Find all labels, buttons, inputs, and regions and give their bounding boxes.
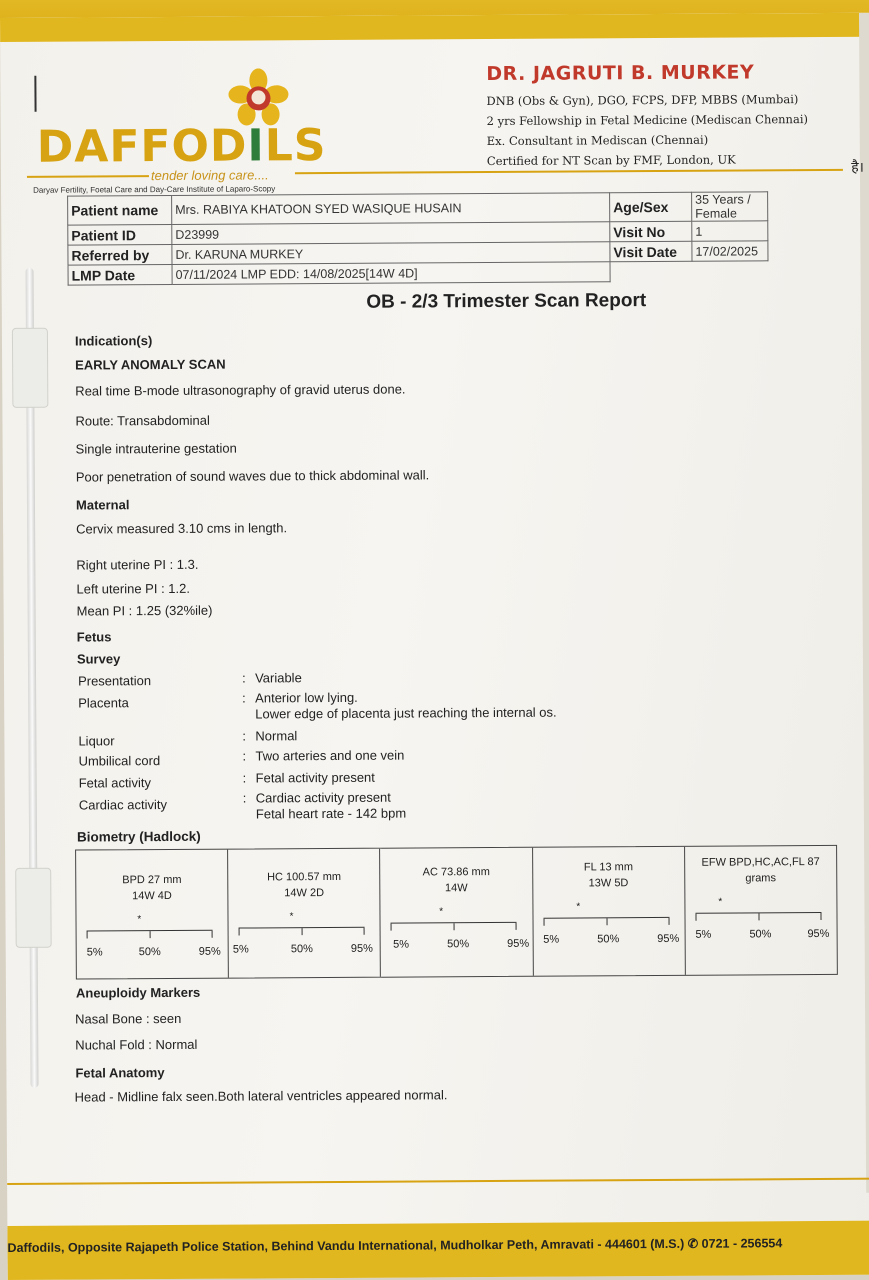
finding-gestation: Single intrauterine gestation: [75, 440, 237, 457]
doctor-qualification: DNB (Obs & Gyn), DGO, FCPS, DFP, MBBS (Mumbai): [486, 92, 799, 109]
pct-5: 5%: [695, 928, 712, 941]
patient-id: D23999: [172, 222, 610, 245]
biometry-age: 13W 5D: [588, 877, 629, 890]
pct-95: 95%: [657, 932, 680, 946]
survey-value-cardiac-activity: Cardiac activity present: [255, 789, 391, 806]
nuchal-fold: Nuchal Fold : Normal: [75, 1036, 198, 1053]
survey-colon: :: [242, 748, 247, 764]
fetus-heading: Fetus: [76, 629, 112, 645]
pct-5: 5%: [393, 938, 410, 951]
biometry-cell-bpd: [76, 850, 229, 979]
clinic-logo: [30, 46, 331, 218]
file-clip: [10, 268, 55, 1088]
finding-route: Route: Transabdominal: [75, 412, 210, 429]
referred-by-label: Referred by: [68, 244, 172, 265]
biometry-cell-ac: [380, 848, 533, 977]
pct-5: 5%: [232, 943, 249, 956]
pct-95: 95%: [507, 937, 530, 950]
fetal-anatomy-heading: Fetal Anatomy: [75, 1065, 165, 1081]
biometry-age: 14W: [444, 882, 468, 895]
percentile-scale: [391, 922, 517, 933]
clinic-subtitle: Daryav Fertility, Foetal Care and Day-Care Institute of Laparo-Scopy: [33, 184, 276, 195]
percentile-marker: *: [576, 901, 581, 913]
patient-name: Mrs. RABIYA KHATOON SYED WASIQUE HUSAIN: [172, 193, 610, 225]
biometry-age: 14W 2D: [284, 887, 325, 900]
survey-colon: :: [241, 670, 246, 686]
biometry-measure: BPD 27 mm: [122, 873, 182, 887]
patient-info-table: [67, 191, 769, 285]
survey-value-heart-rate: Fetal heart rate - 142 bpm: [255, 805, 407, 822]
biometry-measure: HC 100.57 mm: [267, 870, 342, 884]
percentile-labels: [232, 942, 381, 956]
survey-label-umbilical-cord: Umbilical cord: [78, 753, 161, 769]
pct-50: 50%: [597, 933, 620, 946]
percentile-marker: *: [289, 911, 294, 923]
doctor-name: DR. JAGRUTI B. MURKEY: [486, 61, 755, 86]
footer-address: Daffodils, Opposite Rajapeth Police Station, Behind Vandu International, Mudholkar Peth, Amravati - 444601 (M.S.) ✆ 0721 - 256554: [7, 1236, 783, 1255]
mean-pi: Mean PI : 1.25 (32%ile): [76, 602, 213, 619]
biometry-table: [75, 845, 838, 980]
doctor-consultant: Ex. Consultant in Mediscan (Chennai): [486, 132, 709, 149]
indication: EARLY ANOMALY SCAN: [75, 356, 226, 373]
visit-no: 1: [692, 221, 768, 241]
page-edge: [859, 13, 869, 1193]
survey-label-liquor: Liquor: [78, 733, 115, 749]
survey-label-placenta: Placenta: [78, 695, 129, 711]
pct-50: 50%: [138, 946, 161, 959]
doctor-fellowship: 2 yrs Fellowship in Fetal Medicine (Mediscan Chennai): [486, 112, 809, 129]
biometry-measure: FL 13 mm: [583, 861, 634, 874]
biometry-cell-hc: [228, 849, 381, 978]
report-title: OB - 2/3 Trimester Scan Report: [366, 290, 647, 313]
percentile-labels: [693, 927, 837, 941]
biometry-cell-fl: [533, 847, 686, 976]
visit-no-label: Visit No: [610, 221, 692, 242]
visit-date: 17/02/2025: [692, 241, 768, 261]
percentile-labels: [85, 945, 229, 959]
survey-label-fetal-activity: Fetal activity: [78, 775, 151, 791]
finding-penetration: Poor penetration of sound waves due to thick abdominal wall.: [75, 467, 430, 485]
percentile-scale: [543, 917, 669, 928]
patient-name-label: Patient name: [68, 195, 172, 225]
percentile-scale: [695, 912, 821, 923]
doctor-certification: Certified for NT Scan by FMF, London, UK: [486, 152, 736, 169]
finding-bmode: Real time B-mode ultrasonography of gravid uterus done.: [75, 381, 406, 399]
percentile-marker: *: [718, 896, 723, 908]
pct-5: 5%: [543, 933, 560, 946]
percentile-labels: [541, 932, 685, 946]
left-uterine-pi: Left uterine PI : 1.2.: [76, 580, 191, 597]
biometry-measure: EFW BPD,HC,AC,FL 87: [701, 856, 820, 869]
biometry-heading: Biometry (Hadlock): [76, 828, 201, 845]
pct-95: 95%: [807, 927, 830, 941]
footer-rule: [7, 1178, 869, 1185]
letterhead-top-band: [0, 13, 869, 42]
lmp-date: 07/11/2024 LMP EDD: 14/08/2025[14W 4D]: [172, 262, 610, 285]
percentile-scale: [87, 930, 213, 941]
percentile-marker: *: [439, 906, 444, 918]
survey-heading: Survey: [76, 651, 121, 667]
head-finding: Head - Midline falx seen.Both lateral ventricles appeared normal.: [74, 1087, 448, 1105]
survey-colon: :: [242, 690, 246, 706]
survey-colon: :: [242, 790, 247, 806]
pct-50: 50%: [290, 943, 313, 956]
biometry-age: 14W 4D: [132, 889, 172, 903]
survey-label-presentation: Presentation: [78, 673, 152, 689]
pct-5: 5%: [86, 946, 103, 959]
clinic-name: DAFFODILS: [36, 120, 327, 173]
percentile-scale: [239, 927, 365, 938]
referred-by: Dr. KARUNA MURKEY: [172, 242, 610, 265]
nasal-bone: Nasal Bone : seen: [75, 1010, 182, 1027]
survey-value-placenta-detail: Lower edge of placenta just reaching the internal os.: [255, 704, 557, 722]
pct-50: 50%: [749, 928, 772, 941]
maternal-heading: Maternal: [75, 497, 130, 513]
report-page: [0, 13, 869, 1280]
survey-value-umbilical-cord: Two arteries and one vein: [255, 747, 405, 764]
survey-label-cardiac-activity: Cardiac activity: [78, 796, 167, 813]
survey-value-fetal-activity: Fetal activity present: [255, 769, 375, 786]
survey-value-presentation: Variable: [254, 670, 302, 686]
biometry-cell-efw: [685, 846, 837, 975]
margin-mark: है।: [851, 158, 864, 175]
visit-date-label: Visit Date: [610, 241, 692, 262]
pct-95: 95%: [350, 942, 373, 955]
lmp-date-label: LMP Date: [68, 264, 172, 285]
indication-heading: Indication(s): [74, 333, 153, 349]
biometry-age: grams: [745, 872, 776, 885]
clinic-tagline: tender loving care....: [150, 167, 269, 184]
age-sex-label: Age/Sex: [610, 192, 692, 222]
age-sex: 35 Years / Female: [692, 192, 768, 221]
pct-50: 50%: [447, 938, 470, 951]
doctor-block: [486, 61, 808, 171]
pct-95: 95%: [198, 945, 221, 958]
cervix-length: Cervix measured 3.10 cms in length.: [76, 520, 288, 537]
aneuploidy-heading: Aneuploidy Markers: [75, 984, 201, 1001]
patient-id-label: Patient ID: [68, 224, 172, 245]
biometry-measure: AC 73.86 mm: [422, 866, 490, 879]
survey-colon: :: [242, 770, 247, 786]
survey-value-placenta: Anterior low lying.: [255, 689, 358, 706]
survey-value-liquor: Normal: [255, 728, 298, 744]
percentile-labels: [389, 937, 533, 951]
survey-colon: :: [242, 728, 247, 744]
right-uterine-pi: Right uterine PI : 1.3.: [76, 556, 199, 573]
percentile-marker: *: [137, 914, 142, 926]
